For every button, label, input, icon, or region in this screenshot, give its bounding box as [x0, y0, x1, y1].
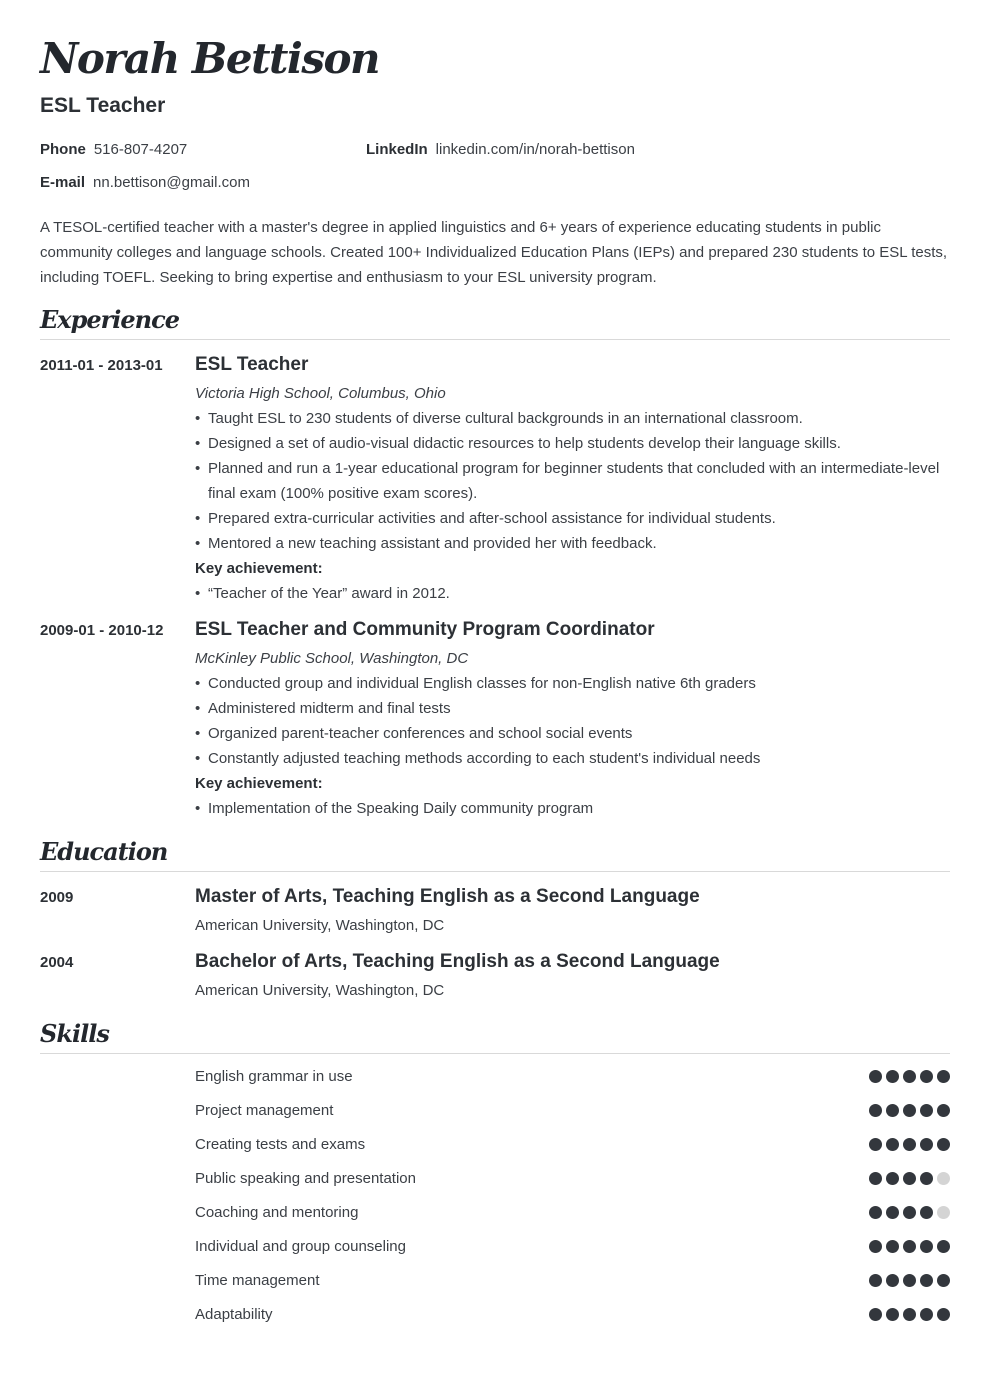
linkedin-value[interactable]: linkedin.com/in/norah-bettison — [435, 141, 635, 158]
skills-heading: Skills — [40, 1019, 109, 1048]
rating-dot-filled — [920, 1104, 933, 1117]
job-employer: McKinley Public School, Washington, DC — [195, 650, 469, 667]
rating-dot-filled — [886, 1274, 899, 1287]
rating-dot-filled — [886, 1206, 899, 1219]
education-year: 2004 — [40, 954, 74, 971]
skill-row — [195, 1134, 950, 1156]
skill-rating — [865, 1070, 950, 1084]
rating-dot-filled — [937, 1308, 950, 1321]
job-title: ESL Teacher — [40, 94, 166, 117]
skill-rating — [865, 1274, 950, 1288]
skill-name: Adaptability — [195, 1306, 273, 1323]
education-divider — [40, 871, 950, 872]
rating-dot-filled — [869, 1104, 882, 1117]
skill-name: Coaching and mentoring — [195, 1204, 359, 1221]
job-title-heading: ESL Teacher and Community Program Coordinator — [195, 619, 655, 640]
school-name: American University, Washington, DC — [195, 982, 445, 999]
skill-rating — [865, 1172, 950, 1186]
skill-rating — [865, 1138, 950, 1152]
key-achievement-label: Key achievement: — [195, 560, 323, 577]
experience-divider — [40, 339, 950, 340]
rating-dot-filled — [869, 1240, 882, 1253]
job-title-heading: ESL Teacher — [195, 354, 309, 375]
rating-dot-filled — [903, 1070, 916, 1083]
phone-label: Phone — [40, 141, 86, 158]
skill-rating — [865, 1308, 950, 1322]
rating-dot-filled — [869, 1138, 882, 1151]
linkedin-label: LinkedIn — [366, 141, 428, 158]
degree-title: Bachelor of Arts, Teaching English as a Second Language — [195, 951, 720, 972]
rating-dot-filled — [903, 1274, 916, 1287]
list-item: • Administered midterm and final tests — [195, 696, 955, 721]
rating-dot-filled — [886, 1104, 899, 1117]
linkedin-contact — [366, 141, 635, 158]
education-heading: Education — [40, 837, 168, 866]
job-employer: Victoria High School, Columbus, Ohio — [195, 385, 446, 402]
skill-row — [195, 1168, 950, 1190]
list-item: • Organized parent-teacher conferences and school social events — [195, 721, 955, 746]
key-achievement-list — [195, 796, 955, 821]
rating-dot-filled — [920, 1138, 933, 1151]
list-item: • Mentored a new teaching assistant and provided her with feedback. — [195, 531, 955, 556]
job-dates: 2009-01 - 2010-12 — [40, 622, 164, 639]
candidate-name: Norah Bettison — [40, 34, 380, 83]
education-entry — [195, 885, 955, 938]
skill-name: Time management — [195, 1272, 320, 1289]
job-entry — [195, 618, 955, 821]
rating-dot-filled — [920, 1206, 933, 1219]
email-value[interactable]: nn.bettison@gmail.com — [93, 174, 250, 191]
rating-dot-filled — [920, 1070, 933, 1083]
rating-dot-filled — [869, 1274, 882, 1287]
skill-name: Project management — [195, 1102, 334, 1119]
skill-name: Public speaking and presentation — [195, 1170, 416, 1187]
rating-dot-filled — [920, 1172, 933, 1185]
rating-dot-filled — [920, 1308, 933, 1321]
list-item: • Constantly adjusted teaching methods according to each student's individual needs — [195, 746, 955, 771]
rating-dot-filled — [903, 1172, 916, 1185]
rating-dot-empty — [937, 1172, 950, 1185]
rating-dot-filled — [937, 1070, 950, 1083]
rating-dot-filled — [869, 1070, 882, 1083]
email-contact — [40, 174, 250, 191]
education-entry — [195, 950, 955, 1003]
skill-row — [195, 1304, 950, 1326]
rating-dot-filled — [920, 1240, 933, 1253]
rating-dot-filled — [869, 1172, 882, 1185]
phone-value: 516-807-4207 — [93, 141, 188, 158]
phone-contact — [40, 141, 187, 158]
rating-dot-filled — [937, 1240, 950, 1253]
key-achievement-list — [195, 581, 955, 606]
job-dates: 2011-01 - 2013-01 — [40, 357, 163, 374]
skill-row — [195, 1236, 950, 1258]
skill-name: Individual and group counseling — [195, 1238, 406, 1255]
rating-dot-filled — [869, 1206, 882, 1219]
key-achievement-label: Key achievement: — [195, 775, 323, 792]
skill-name: Creating tests and exams — [195, 1136, 366, 1153]
skill-rating — [865, 1240, 950, 1254]
job-duties-list — [195, 406, 955, 556]
rating-dot-filled — [903, 1104, 916, 1117]
list-item: • Conducted group and individual English classes for non-English native 6th graders — [195, 671, 955, 696]
job-duties-list — [195, 671, 955, 771]
list-item: • “Teacher of the Year” award in 2012. — [195, 581, 955, 606]
rating-dot-filled — [937, 1104, 950, 1117]
school-name: American University, Washington, DC — [195, 917, 445, 934]
rating-dot-filled — [869, 1308, 882, 1321]
skill-row — [195, 1100, 950, 1122]
skill-row — [195, 1202, 950, 1224]
list-item: • Implementation of the Speaking Daily community program — [195, 796, 955, 821]
skills-divider — [40, 1053, 950, 1054]
rating-dot-filled — [886, 1138, 899, 1151]
rating-dot-filled — [903, 1308, 916, 1321]
rating-dot-filled — [886, 1070, 899, 1083]
rating-dot-filled — [886, 1172, 899, 1185]
rating-dot-filled — [937, 1274, 950, 1287]
rating-dot-filled — [920, 1274, 933, 1287]
email-label: E-mail — [40, 174, 86, 191]
rating-dot-filled — [903, 1240, 916, 1253]
skill-rating — [865, 1104, 950, 1118]
rating-dot-empty — [937, 1206, 950, 1219]
professional-summary: A TESOL-certified teacher with a master's degree in applied linguistics and 6+ years of experience educating students in public community colleges and language schools. Created 100+ Individualized Education Plans (IEPs) and prepared 230 students to ESL tests, including TOEFL. Seeking to bring expertise and enthusiasm to your ESL university program. — [40, 219, 948, 286]
list-item: • Planned and run a 1-year educational program for beginner students that concluded with an intermediate-level final exam (100% positive exam scores). — [195, 456, 955, 506]
skill-row — [195, 1066, 950, 1088]
rating-dot-filled — [903, 1206, 916, 1219]
rating-dot-filled — [886, 1240, 899, 1253]
degree-title: Master of Arts, Teaching English as a Second Language — [195, 886, 700, 907]
education-year: 2009 — [40, 889, 74, 906]
skill-name: English grammar in use — [195, 1068, 353, 1085]
list-item: • Prepared extra-curricular activities and after-school assistance for individual students. — [195, 506, 955, 531]
experience-heading: Experience — [40, 305, 180, 334]
skill-row — [195, 1270, 950, 1292]
skill-rating — [865, 1206, 950, 1220]
list-item: • Taught ESL to 230 students of diverse cultural backgrounds in an international classroom. — [195, 406, 955, 431]
rating-dot-filled — [903, 1138, 916, 1151]
rating-dot-filled — [886, 1308, 899, 1321]
job-entry — [195, 353, 955, 606]
list-item: • Designed a set of audio-visual didactic resources to help students develop their language skills. — [195, 431, 955, 456]
rating-dot-filled — [937, 1138, 950, 1151]
